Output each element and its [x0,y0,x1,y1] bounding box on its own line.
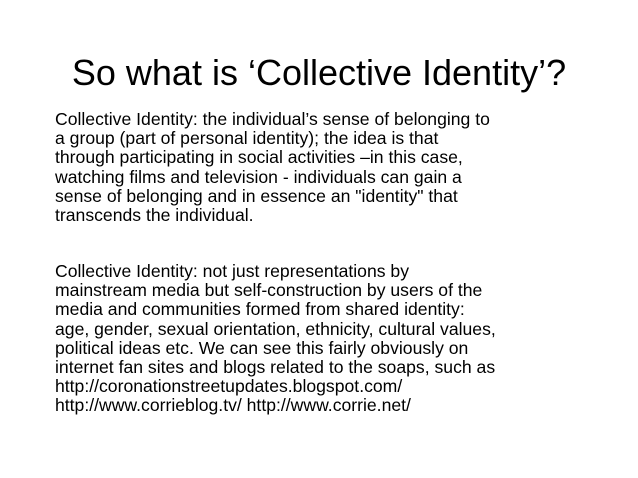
text-line: age, gender, sexual orientation, ethnicity, cultural values, [55,318,496,339]
text-line: a group (part of personal identity); the idea is that [55,128,439,149]
text-line: transcends the individual. [55,205,254,226]
text-line: mainstream media but self-construction by users of the [55,280,483,301]
url-text: http://www.corrieblog.tv/ http://www.corrie.net/ [55,395,411,416]
text-line: Collective Identity: not just representations by [55,261,410,281]
text-line: Collective Identity: the individual’s sense of belonging to [55,109,490,129]
paragraph-collective-identity-definition [55,110,615,225]
paragraph-collective-identity-examples [55,262,615,416]
text-line: watching films and television - individuals can gain a [55,166,462,187]
text-line: media and communities formed from shared identity: [55,299,465,320]
text-line: sense of belonging and in essence an "identity" that [55,185,458,206]
slide-title: So what is ‘Collective Identity’? [71,52,567,93]
url-text: http://coronationstreetupdates.blogspot.com/ [55,376,403,397]
text-line: political ideas etc. We can see this fairly obviously on [55,337,469,358]
text-line: internet fan sites and blogs related to the soaps, such as [55,357,496,378]
text-line: through participating in social activities –in this case, [55,147,463,168]
